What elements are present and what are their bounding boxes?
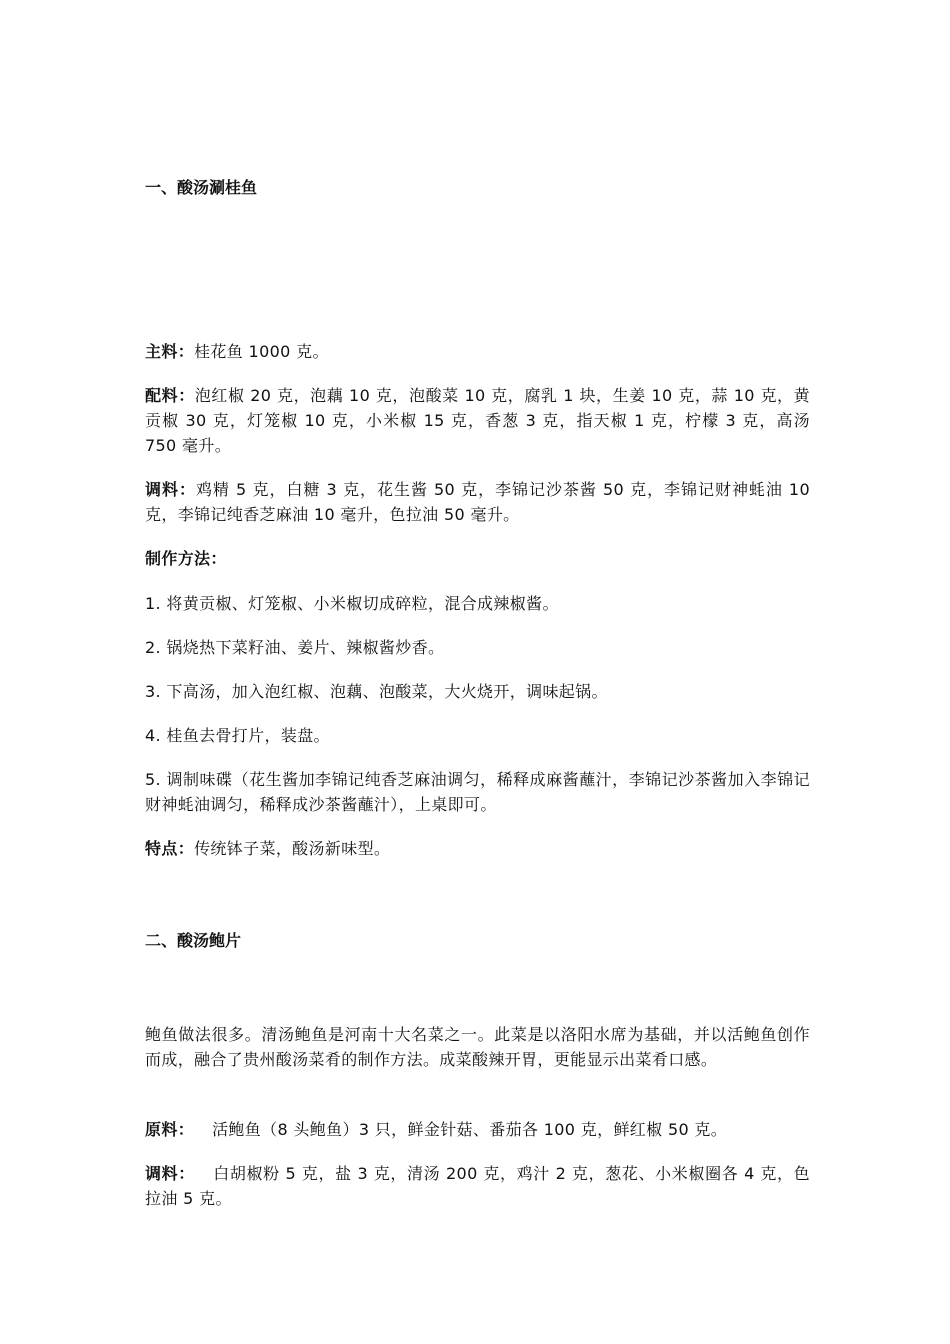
method-heading: 制作方法： (145, 549, 227, 568)
aux-ingredients-text: 泡红椒 20 克，泡藕 10 克，泡酸菜 10 克，腐乳 1 块，生姜 10 克，蒜 10 克，黄贡椒 30 克，灯笼椒 10 克，小米椒 15 克，香葱 3 克，指天椒 1 克，柠檬 3 克，高汤 750 毫升。 (145, 386, 810, 455)
feature-text: 传统钵子菜，酸汤新味型。 (194, 839, 391, 858)
step-5: 5. 调制味碟（花生酱加李锦记纯香芝麻油调匀，稀释成麻酱蘸汁，李锦记沙茶酱加入李锦记财神蚝油调匀，稀释成沙茶酱蘸汁），上桌即可。 (145, 770, 810, 814)
recipe1-title: 一、酸汤涮桂鱼 (145, 178, 258, 197)
step-1: 1. 将黄贡椒、灯笼椒、小米椒切成碎粒，混合成辣椒酱。 (145, 594, 559, 613)
step-3: 3. 下高汤，加入泡红椒、泡藕、泡酸菜，大火烧开，调味起锅。 (145, 682, 608, 701)
recipe2-seasoning-label: 调料： (145, 1164, 195, 1183)
step-2: 2. 锅烧热下菜籽油、姜片、辣椒酱炒香。 (145, 638, 445, 657)
recipe2-seasoning-text: 白胡椒粉 5 克，盐 3 克，清汤 200 克，鸡汁 2 克，葱花、小米椒圈各 4 克，色拉油 5 克。 (145, 1164, 810, 1208)
recipe1-aux-ingredients (145, 383, 810, 458)
recipe2-intro: 鲍鱼做法很多。清汤鲍鱼是河南十大名菜之一。此菜是以洛阳水席为基础，并以活鲍鱼创作而成，融合了贵州酸汤菜肴的制作方法。成菜酸辣开胃，更能显示出菜肴口感。 (145, 1025, 810, 1069)
recipe1-seasoning (145, 477, 810, 527)
recipe1-main-ingredients (145, 339, 810, 364)
raw-ingredients-label: 原料： (145, 1120, 195, 1139)
recipe1-feature (145, 836, 810, 861)
recipe2-title: 二、酸汤鲍片 (145, 931, 242, 950)
step-4: 4. 桂鱼去骨打片，装盘。 (145, 726, 330, 745)
recipe2-raw-ingredients (145, 1117, 810, 1142)
raw-ingredients-text: 活鲍鱼（8 头鲍鱼）3 只，鲜金针菇、番茄各 100 克，鲜红椒 50 克。 (212, 1120, 728, 1139)
feature-label: 特点： (145, 839, 195, 858)
seasoning-text: 鸡精 5 克，白糖 3 克，花生酱 50 克，李锦记沙茶酱 50 克，李锦记财神蚝油 10 克，李锦记纯香芝麻油 10 毫升，色拉油 50 毫升。 (145, 480, 810, 524)
seasoning-label: 调料： (145, 480, 196, 499)
main-ingredients-label: 主料： (145, 342, 195, 361)
recipe2-seasoning (145, 1161, 810, 1211)
aux-ingredients-label: 配料： (145, 386, 195, 405)
main-ingredients-text: 桂花鱼 1000 克。 (194, 342, 329, 361)
